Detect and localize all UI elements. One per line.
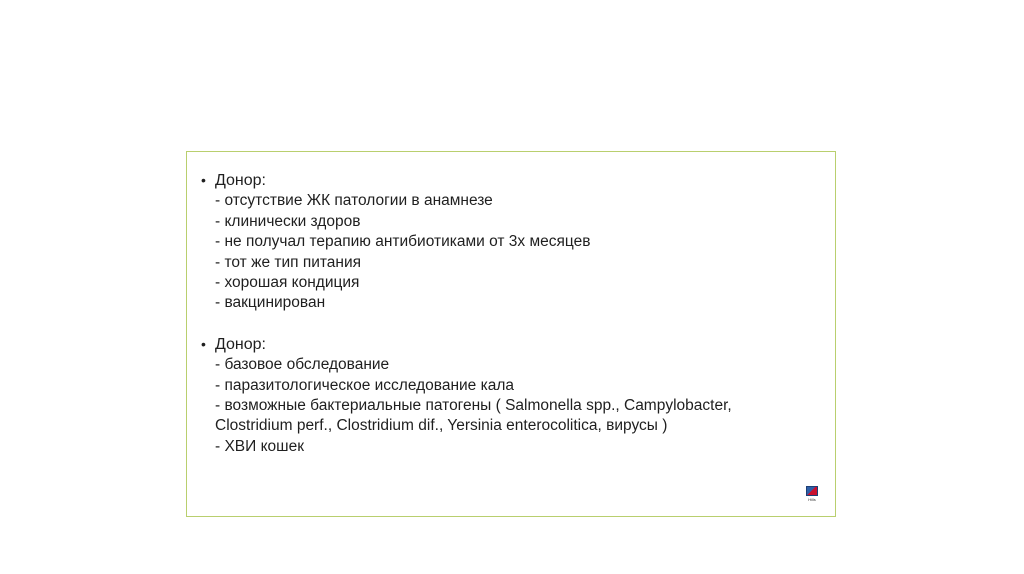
- bullet-icon: •: [201, 335, 206, 352]
- section-heading: [201, 334, 821, 355]
- section-heading: [201, 170, 821, 191]
- slide-frame: [186, 151, 836, 517]
- section-donor-requirements: [201, 170, 821, 314]
- list-item: - возможные бактериальные патогены ( Salmonella spp., Campylobacter,: [215, 397, 732, 415]
- heading-text: Донор:: [215, 335, 266, 353]
- bullet-icon: •: [201, 172, 206, 188]
- list-item: Clostridium perf., Clostridium dif., Yersinia enterocolitica, вирусы ): [215, 417, 668, 435]
- list-item: - не получал терапию антибиотиками от 3х месяцев: [215, 233, 591, 251]
- logo-text: Hills: [808, 497, 816, 502]
- list-item: - тот же тип питания: [215, 253, 362, 271]
- list-item: - вакцинирован: [215, 294, 326, 312]
- requirement-list: [201, 191, 821, 313]
- list-item: - клинически здоров: [215, 212, 361, 230]
- list-item: - паразитологическое исследование кала: [215, 376, 514, 394]
- screening-list: [201, 355, 821, 457]
- list-item: - базовое обследование: [215, 356, 390, 374]
- list-item: - отсутствие ЖК патологии в анамнезе: [215, 192, 493, 210]
- heading-text: Донор:: [215, 172, 266, 189]
- slide-content: [201, 170, 821, 457]
- list-item: - хорошая кондиция: [215, 274, 360, 292]
- section-donor-screening: [201, 334, 821, 457]
- logo-mark: [806, 486, 818, 496]
- list-item: - ХВИ кошек: [215, 437, 305, 455]
- hills-logo-icon: [805, 486, 819, 504]
